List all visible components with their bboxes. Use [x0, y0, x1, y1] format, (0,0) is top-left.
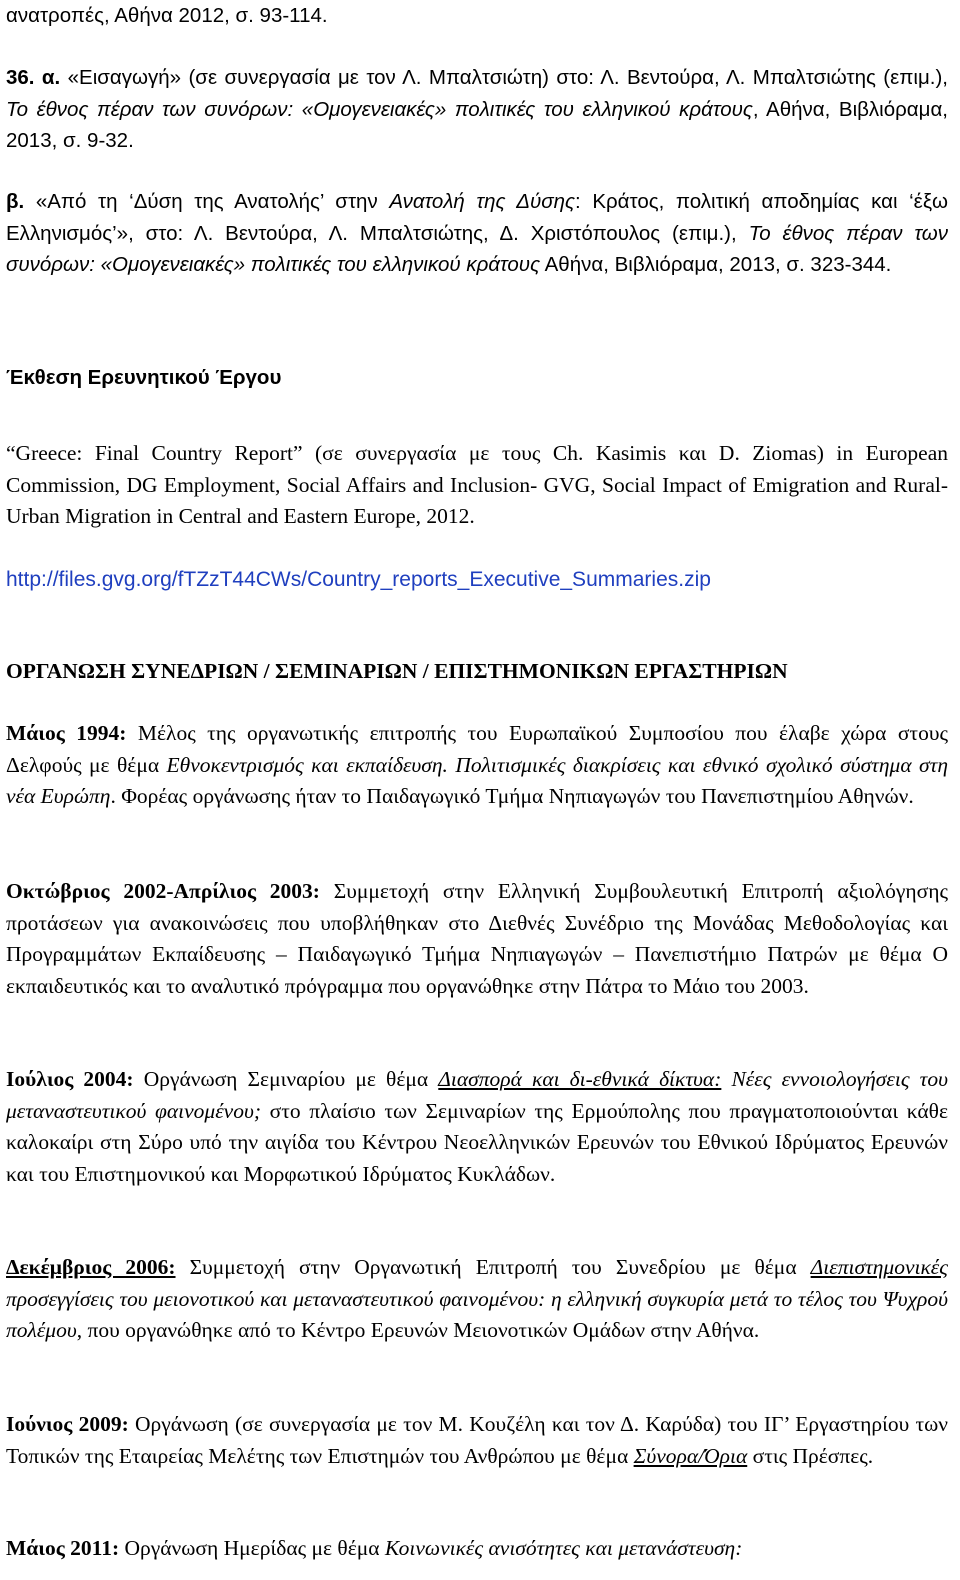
- entry-date: Μάιος 2011:: [6, 1536, 120, 1560]
- organization-entry-2011: [6, 1533, 948, 1565]
- organization-heading: ΟΡΓΑΝΩΣΗ ΣΥΝΕΔΡΙΩΝ / ΣΕΜΙΝΑΡΙΩΝ / ΕΠΙΣΤΗΜΟΝΙΚΩΝ ΕΡΓΑΣΤΗΡΙΩΝ: [6, 659, 788, 683]
- item-italic: Ανατολή της Δύσης: [389, 190, 576, 213]
- item-text: , Αθήνα, Βιβλιόραμα, 2013, σ. 9-32.: [6, 97, 949, 152]
- item-text: : Κράτος, πολιτική αποδημίας και ‘έξω Ελληνισμός’», στο: Λ. Βεντούρα, Λ. Μπαλτσιώτης, Δ. Χριστόπουλος (επιμ.),: [6, 190, 949, 245]
- research-report-text: “Greece: Final Country Report” (σε συνεργασία με τους Ch. Kasimis και D. Ziomas) in European Commission, DG Employment, Social Affairs and Inclusion- GVG, Social Impact of Emigration and Rural-Urban Migration in Central and Eastern Europe, 2012.: [6, 441, 948, 528]
- item-number: 36. α.: [6, 66, 61, 89]
- organization-entry-2004: [6, 1064, 948, 1190]
- organization-entry-1994: [6, 718, 948, 813]
- entry-theme: προσεγγίσεις του μειονοτικού και μεταναστευτικού φαινομένου: η ελληνική συγκυρία μετά το τέλος του Ψυχρού πολέμου: [6, 1286, 948, 1342]
- entry-text: . Φορέας οργάνωσης ήταν το Παιδαγωγικό Τμήμα Νηπιαγωγών του Πανεπιστημίου Αθηνών.: [110, 784, 914, 808]
- entry-theme-underlined: Διασπορά και δι-εθνικά δίκτυα:: [438, 1067, 722, 1091]
- entry-text: Συμμετοχή στην Ελληνική Συμβουλευτική Επιτροπή αξιολόγησης προτάσεων για ανακοινώσεις που υποβλήθηκαν στο Διεθνές Συνέδριο της Μονάδας Μεθοδολογίας και Προγραμμάτων Εκπαίδευσης – Παιδαγωγικό Τμήμα Νηπιαγωγών – Πανεπιστήμιο Πατρών με θέμα Ο εκπαιδευτικός και το αναλυτικό πρόγραμμα που οργανώθηκε στην Πάτρα το Μάιο του 2003.: [6, 879, 948, 998]
- organization-entry-2009: [6, 1409, 948, 1472]
- research-report-heading: Έκθεση Ερευνητικού Έργου: [6, 366, 282, 389]
- entry-theme: Εθνοκεντρισμός και εκπαίδευση. Πολιτισμικές διακρίσεις και εθνικό σχολικό σύστημα στη νέα Ευρώπη: [6, 752, 948, 808]
- entry-text: Συμμετοχή στην Οργανωτική Επιτροπή του Συνεδρίου με θέμα: [175, 1255, 811, 1279]
- entry-text: Οργάνωση Σεμιναρίου με θέμα: [133, 1067, 439, 1091]
- research-report-link[interactable]: http://files.gvg.org/fTZzT44CWs/Country_reports_Executive_Summaries.zip: [6, 568, 711, 591]
- entry-date: Μάιος 1994:: [6, 721, 127, 745]
- entry-theme: Νέες εννοιολογήσεις του μεταναστευτικού φαινομένου;: [6, 1067, 948, 1123]
- entry-date: Δεκέμβριος 2006:: [6, 1255, 176, 1279]
- entry-text: Οργάνωση Ημερίδας με θέμα: [119, 1536, 385, 1560]
- organization-entry-2002: [6, 876, 948, 1002]
- organization-entry-2006: [6, 1252, 948, 1347]
- publication-item-36a: [6, 62, 948, 157]
- entry-text: Μέλος της οργανωτικής επιτροπής του Ευρωπαϊκού Συμποσίου που έλαβε χώρα στους Δελφούς με θέμα: [6, 721, 948, 777]
- item-number: β.: [6, 190, 25, 213]
- entry-text: Οργάνωση (σε συνεργασία με τον Μ. Κουζέλη και τον Δ. Καρύδα) του ΙΓ’ Εργαστηρίου των Τοπικών της Εταιρείας Μελέτης των Επιστημών του Ανθρώπου με θέμα: [6, 1412, 949, 1468]
- item-text: «Από τη ‘Δύση της Ανατολής’ στην: [24, 190, 390, 213]
- item-title: Το έθνος πέραν των συνόρων: «Ομογενειακές» πολιτικές του ελληνικού κράτους: [6, 97, 753, 121]
- item-text: Αθήνα, Βιβλιόραμα, 2013, σ. 323-344.: [540, 253, 892, 276]
- entry-date: Οκτώβριος 2002-Απρίλιος 2003:: [6, 879, 320, 903]
- entry-text: στις Πρέσπες.: [747, 1443, 874, 1468]
- entry-theme-underlined: Διεπιστημονικές: [810, 1255, 948, 1279]
- entry-theme: Κοινωνικές ανισότητες και μετανάστευση:: [384, 1536, 743, 1560]
- publication-item-36b: [6, 186, 948, 281]
- entry-date: Ιούνιος 2009:: [6, 1412, 129, 1436]
- item-text: «Εισαγωγή» (σε συνεργασία με τον Λ. Μπαλτσιώτη) στο: Λ. Βεντούρα, Λ. Μπαλτσιώτης (επιμ.),: [60, 66, 948, 89]
- entry-date: Ιούλιος 2004:: [6, 1067, 134, 1091]
- item-title: Το έθνος πέραν των συνόρων: «Ομογενειακές» πολιτικές του ελληνικού κράτους: [6, 221, 948, 276]
- entry-text: στο πλαίσιο των Σεμιναρίων της Ερμούπολης που πραγματοποιούνται κάθε καλοκαίρι στη Σύρο υπό την αιγίδα του Κέντρου Νεοελληνικών Ερευνών του Εθνικού Ιδρύματος Ερευνών και του Επιστημονικού και Μορφωτικού Ιδρύματος Κυκλάδων.: [6, 1098, 948, 1186]
- entry-theme-underlined: Σύνορα/Όρια: [633, 1443, 748, 1468]
- entry-text: , που οργανώθηκε από το Κέντρο Ερευνών Μειονοτικών Ομάδων στην Αθήνα.: [76, 1318, 760, 1342]
- publication-tail-line: ανατροπές, Αθήνα 2012, σ. 93-114.: [6, 4, 328, 27]
